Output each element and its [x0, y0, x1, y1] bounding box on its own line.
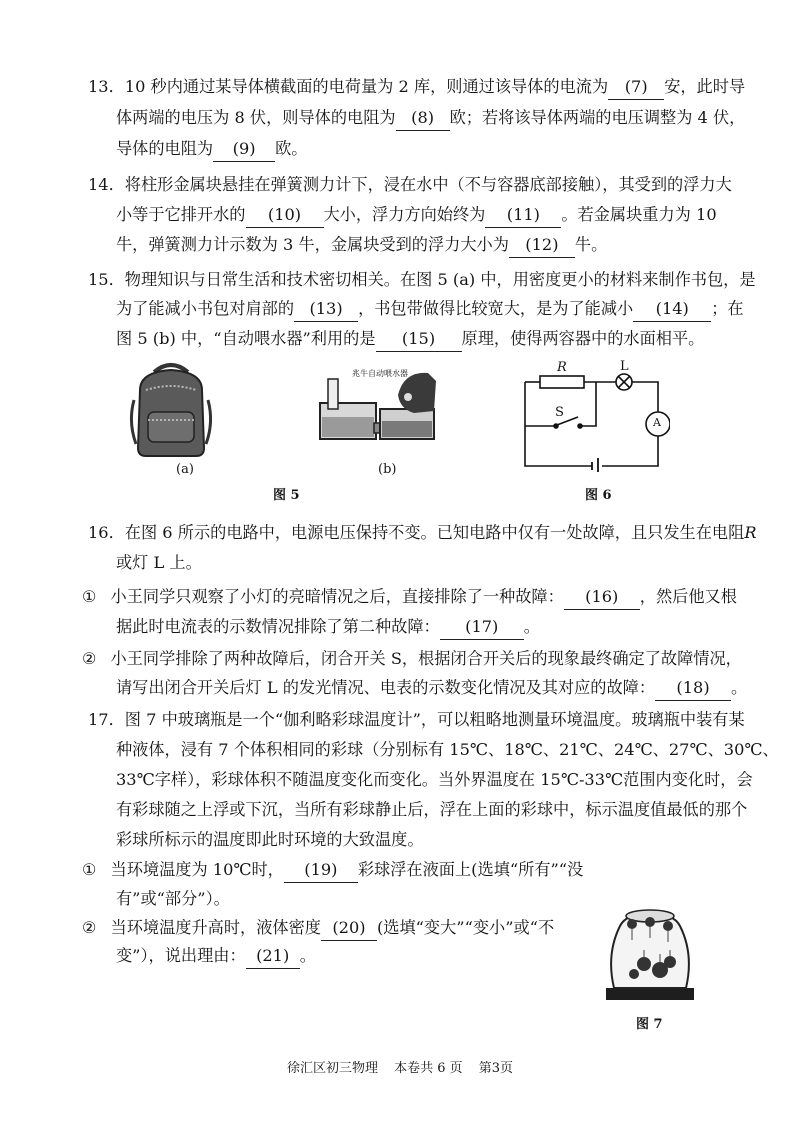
- fig5-label-a: (a): [176, 462, 194, 477]
- fig5b-tag: 兆牛自动喂水器: [352, 369, 408, 378]
- q13-line-2: 体两端的电压为 8 伏，则导体的电阻为 (8) 欧；若将该导体两端的电压调整为 4 伏，: [116, 106, 745, 131]
- fig6-label-R: R: [557, 360, 567, 375]
- blank-20[interactable]: (20): [321, 916, 377, 941]
- q15-line-3: 图 5 (b) 中，“自动喂水器”利用的是 (15) 原理，使得两容器中的水面相平。: [116, 327, 704, 352]
- blank-12[interactable]: (12): [509, 233, 575, 258]
- q17-line-2: 种液体，浸有 7 个体积相同的彩球（分别标有 15℃、18℃、21℃、24℃、27℃、30℃、: [116, 740, 779, 759]
- q14-line-2: 小等于它排开水的 (10) 大小，浮力方向始终为 (11) 。若金属块重力为 10: [116, 203, 717, 228]
- q15-line-1: 15．物理知识与日常生活和技术密切相关。在图 5 (a) 中，用密度更小的材料来制作书包，是: [88, 270, 756, 289]
- circuit-diagram: [520, 362, 670, 472]
- q16-c1-line-1: ① 小王同学只观察了小灯的亮暗情况之后，直接排除了一种故障： (16) ，然后他又根: [82, 585, 737, 610]
- q17-line-5: 彩球所标示的温度即此时环境的大致温度。: [116, 830, 424, 849]
- footer-school: 徐汇区初三物理: [286, 1061, 378, 1076]
- blank-13[interactable]: (13): [294, 297, 358, 322]
- blank-14[interactable]: (14): [633, 297, 711, 322]
- blank-19[interactable]: (19): [284, 858, 358, 883]
- q17-line-4: 有彩球随之上浮或下沉，当所有彩球静止后，浮在上面的彩球中，标示温度值最低的那个: [116, 800, 748, 819]
- blank-21[interactable]: (21): [246, 944, 300, 969]
- q16-c2-line-1: ② 小王同学排除了两种故障后，闭合开关 S，根据闭合开关后的现象最终确定了故障情况，: [82, 649, 742, 668]
- fig6-caption: 图 6: [585, 488, 612, 503]
- blank-7[interactable]: (7): [608, 75, 664, 100]
- blank-15[interactable]: (15): [376, 327, 462, 352]
- q17-c2-line-1: ② 当环境温度升高时，液体密度 (20) (选填“变大”“变小”或“不: [82, 916, 554, 941]
- q14-line-3: 牛，弹簧测力计示数为 3 牛，金属块受到的浮力大小为 (12) 牛。: [116, 233, 607, 258]
- q17-c1-line-1: ① 当环境温度为 10℃时， (19) 彩球浮在液面上(选填“所有”“没: [82, 858, 583, 883]
- q17-line-3: 33℃字样），彩球体积不随温度变化而变化。当外界温度在 15℃-33℃范围内变化时，会: [116, 770, 753, 789]
- blank-16[interactable]: (16): [564, 585, 640, 610]
- page-footer: [0, 1057, 800, 1076]
- q16-line-1: 16．在图 6 所示的电路中，电源电压保持不变。已知电路中仅有一处故障，且只发生在电阻R: [88, 523, 757, 542]
- blank-8[interactable]: (8): [396, 106, 450, 131]
- footer-page-number: 第3页: [478, 1061, 514, 1076]
- q16-c1-line-2: 据此时电流表的示数情况排除了第二种故障： (17) 。: [116, 615, 540, 640]
- q16-c2-line-2: 请写出闭合开关后灯 L 的发光情况、电表的示数变化情况及其对应的故障： (18) 。: [116, 676, 747, 701]
- q17-c2-line-2: 变”），说出理由： (21) 。: [116, 944, 316, 969]
- footer-pages: 本卷共 6 页: [394, 1061, 463, 1076]
- backpack-illustration: [126, 360, 216, 460]
- blank-18[interactable]: (18): [655, 676, 731, 701]
- q13-line-1: 13．10 秒内通过某导体横截面的电荷量为 2 库，则通过该导体的电流为 (7) 安，此时导: [88, 75, 745, 100]
- q14-line-1: 14．将柱形金属块悬挂在弹簧测力计下，浸在水中（不与容器底部接触），其受到的浮力大: [88, 175, 732, 194]
- fig5-caption: 图 5: [273, 488, 300, 503]
- blank-17[interactable]: (17): [440, 615, 524, 640]
- fig6-label-S: S: [555, 405, 564, 420]
- q17-c1-line-2: 有”或“部分”）。: [116, 889, 230, 908]
- blank-11[interactable]: (11): [485, 203, 561, 228]
- fig7-caption: 图 7: [636, 1017, 663, 1032]
- q15-line-2: 为了能减小书包对肩部的 (13) ，书包带做得比较宽大，是为了能减小 (14) ；在: [116, 297, 744, 322]
- q16-line-2: 或灯 L 上。: [116, 553, 202, 572]
- fig5-label-b: (b): [378, 462, 397, 477]
- fig6-label-L: L: [620, 359, 629, 374]
- blank-9[interactable]: (9): [213, 137, 275, 162]
- q13-line-3: 导体的电阻为 (9) 欧。: [116, 137, 308, 162]
- blank-10[interactable]: (10): [246, 203, 324, 228]
- q17-line-1: 17．图 7 中玻璃瓶是一个“伽利略彩球温度计”，可以粗略地测量环境温度。玻璃瓶中装有某: [88, 710, 745, 729]
- galileo-thermometer-illustration: [604, 904, 696, 1002]
- fig6-label-A: A: [653, 416, 661, 429]
